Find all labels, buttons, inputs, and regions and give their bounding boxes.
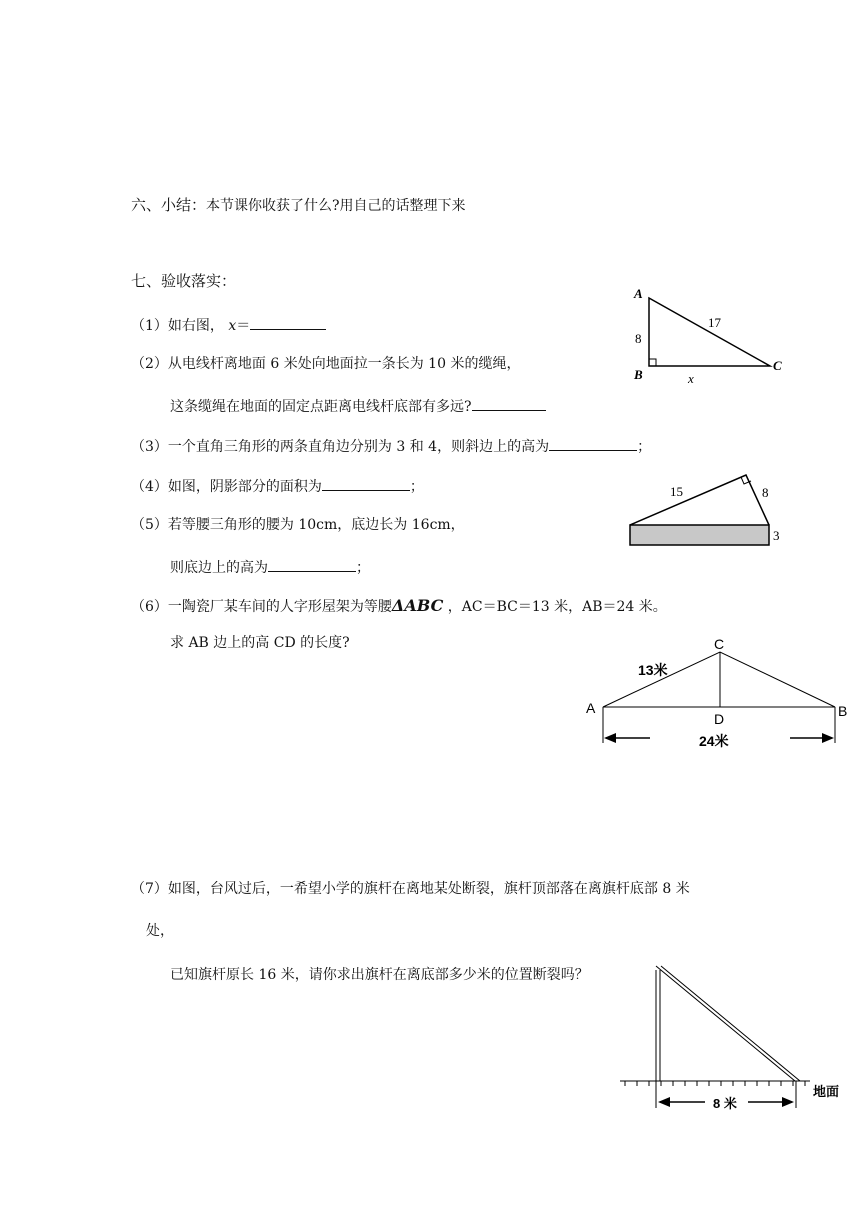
fig2-hypotenuse: 15 <box>670 484 683 499</box>
fig3-base-ab: 24米 <box>699 733 729 749</box>
fig2-leg: 8 <box>762 485 769 500</box>
q7-number: （7） <box>131 881 168 897</box>
fig4-distance: 8 米 <box>713 1096 737 1111</box>
q1-text: 如右图， <box>167 318 224 334</box>
fig3-label-a: A <box>586 700 596 716</box>
q6-number: （6） <box>131 599 168 615</box>
fig3-label-d: D <box>714 711 725 727</box>
section6-text: 本节课你收获了什么?用自己的话整理下来 <box>206 198 466 214</box>
q2-line2: 这条缆绳在地面的固定点距离电线杆底部有多远? <box>170 399 472 415</box>
fig2-rect-height: 3 <box>773 528 780 543</box>
q3-text: 一个直角三角形的两条直角边分别为 3 和 4，则斜边上的高为 <box>167 439 550 455</box>
q1-variable: x <box>228 318 237 334</box>
q2-line1: 从电线杆离地面 6 米处向地面拉一条长为 10 米的缆绳， <box>167 356 521 372</box>
fig1-label-b: B <box>634 367 643 382</box>
fig4-ground-label: 地面 <box>813 1084 840 1099</box>
q3-tail: ； <box>637 439 652 455</box>
q7-line1: 如图，台风过后，一希望小学的旗杆在离地某处断裂，旗杆顶部落在离旗杆底部 8 米 <box>167 881 690 897</box>
q5-number: （5） <box>131 517 168 533</box>
fig1-side-ac: 17 <box>708 315 721 330</box>
q2-number: （2） <box>131 356 168 372</box>
fig4-ground-ticks <box>625 1081 805 1086</box>
fig1-label-c: C <box>773 358 782 373</box>
q7-line1b: 处， <box>146 923 174 939</box>
q6-line2: 求 AB 边上的高 CD 的长度? <box>170 635 350 651</box>
fig1-label-a: A <box>634 286 643 301</box>
q1-equals: ＝ <box>236 318 251 334</box>
q1-number: （1） <box>131 318 168 334</box>
q3-number: （3） <box>131 439 168 455</box>
fig1-side-ab: 8 <box>635 331 642 346</box>
q4-tail: ； <box>409 479 424 495</box>
q6-triangle: ΔABC <box>391 596 444 615</box>
fig3-label-b: B <box>838 703 848 719</box>
fig3-side-ac: 13米 <box>638 662 668 678</box>
q4-number: （4） <box>131 479 168 495</box>
fig1-side-bc: x <box>688 371 694 386</box>
q6-line1a: 一陶瓷厂某车间的人字形屋架为等腰 <box>167 599 392 615</box>
q5-line1: 若等腰三角形的腰为 10cm，底边长为 16cm， <box>167 517 465 533</box>
fig3-label-c: C <box>714 636 725 652</box>
section6-title: 六、小结： <box>131 196 207 214</box>
q6-line1b: ，AC＝BC＝13 米，AB＝24 米。 <box>447 599 667 615</box>
section7-title: 七、验收落实： <box>131 272 237 290</box>
q5-tail: ； <box>356 560 370 576</box>
q7-line2: 已知旗杆原长 16 米，请你求出旗杆在离底部多少米的位置断裂吗？ <box>170 967 589 983</box>
q4-text: 如图，阴影部分的面积为 <box>167 479 322 495</box>
q5-line2: 则底边上的高为 <box>170 560 268 576</box>
